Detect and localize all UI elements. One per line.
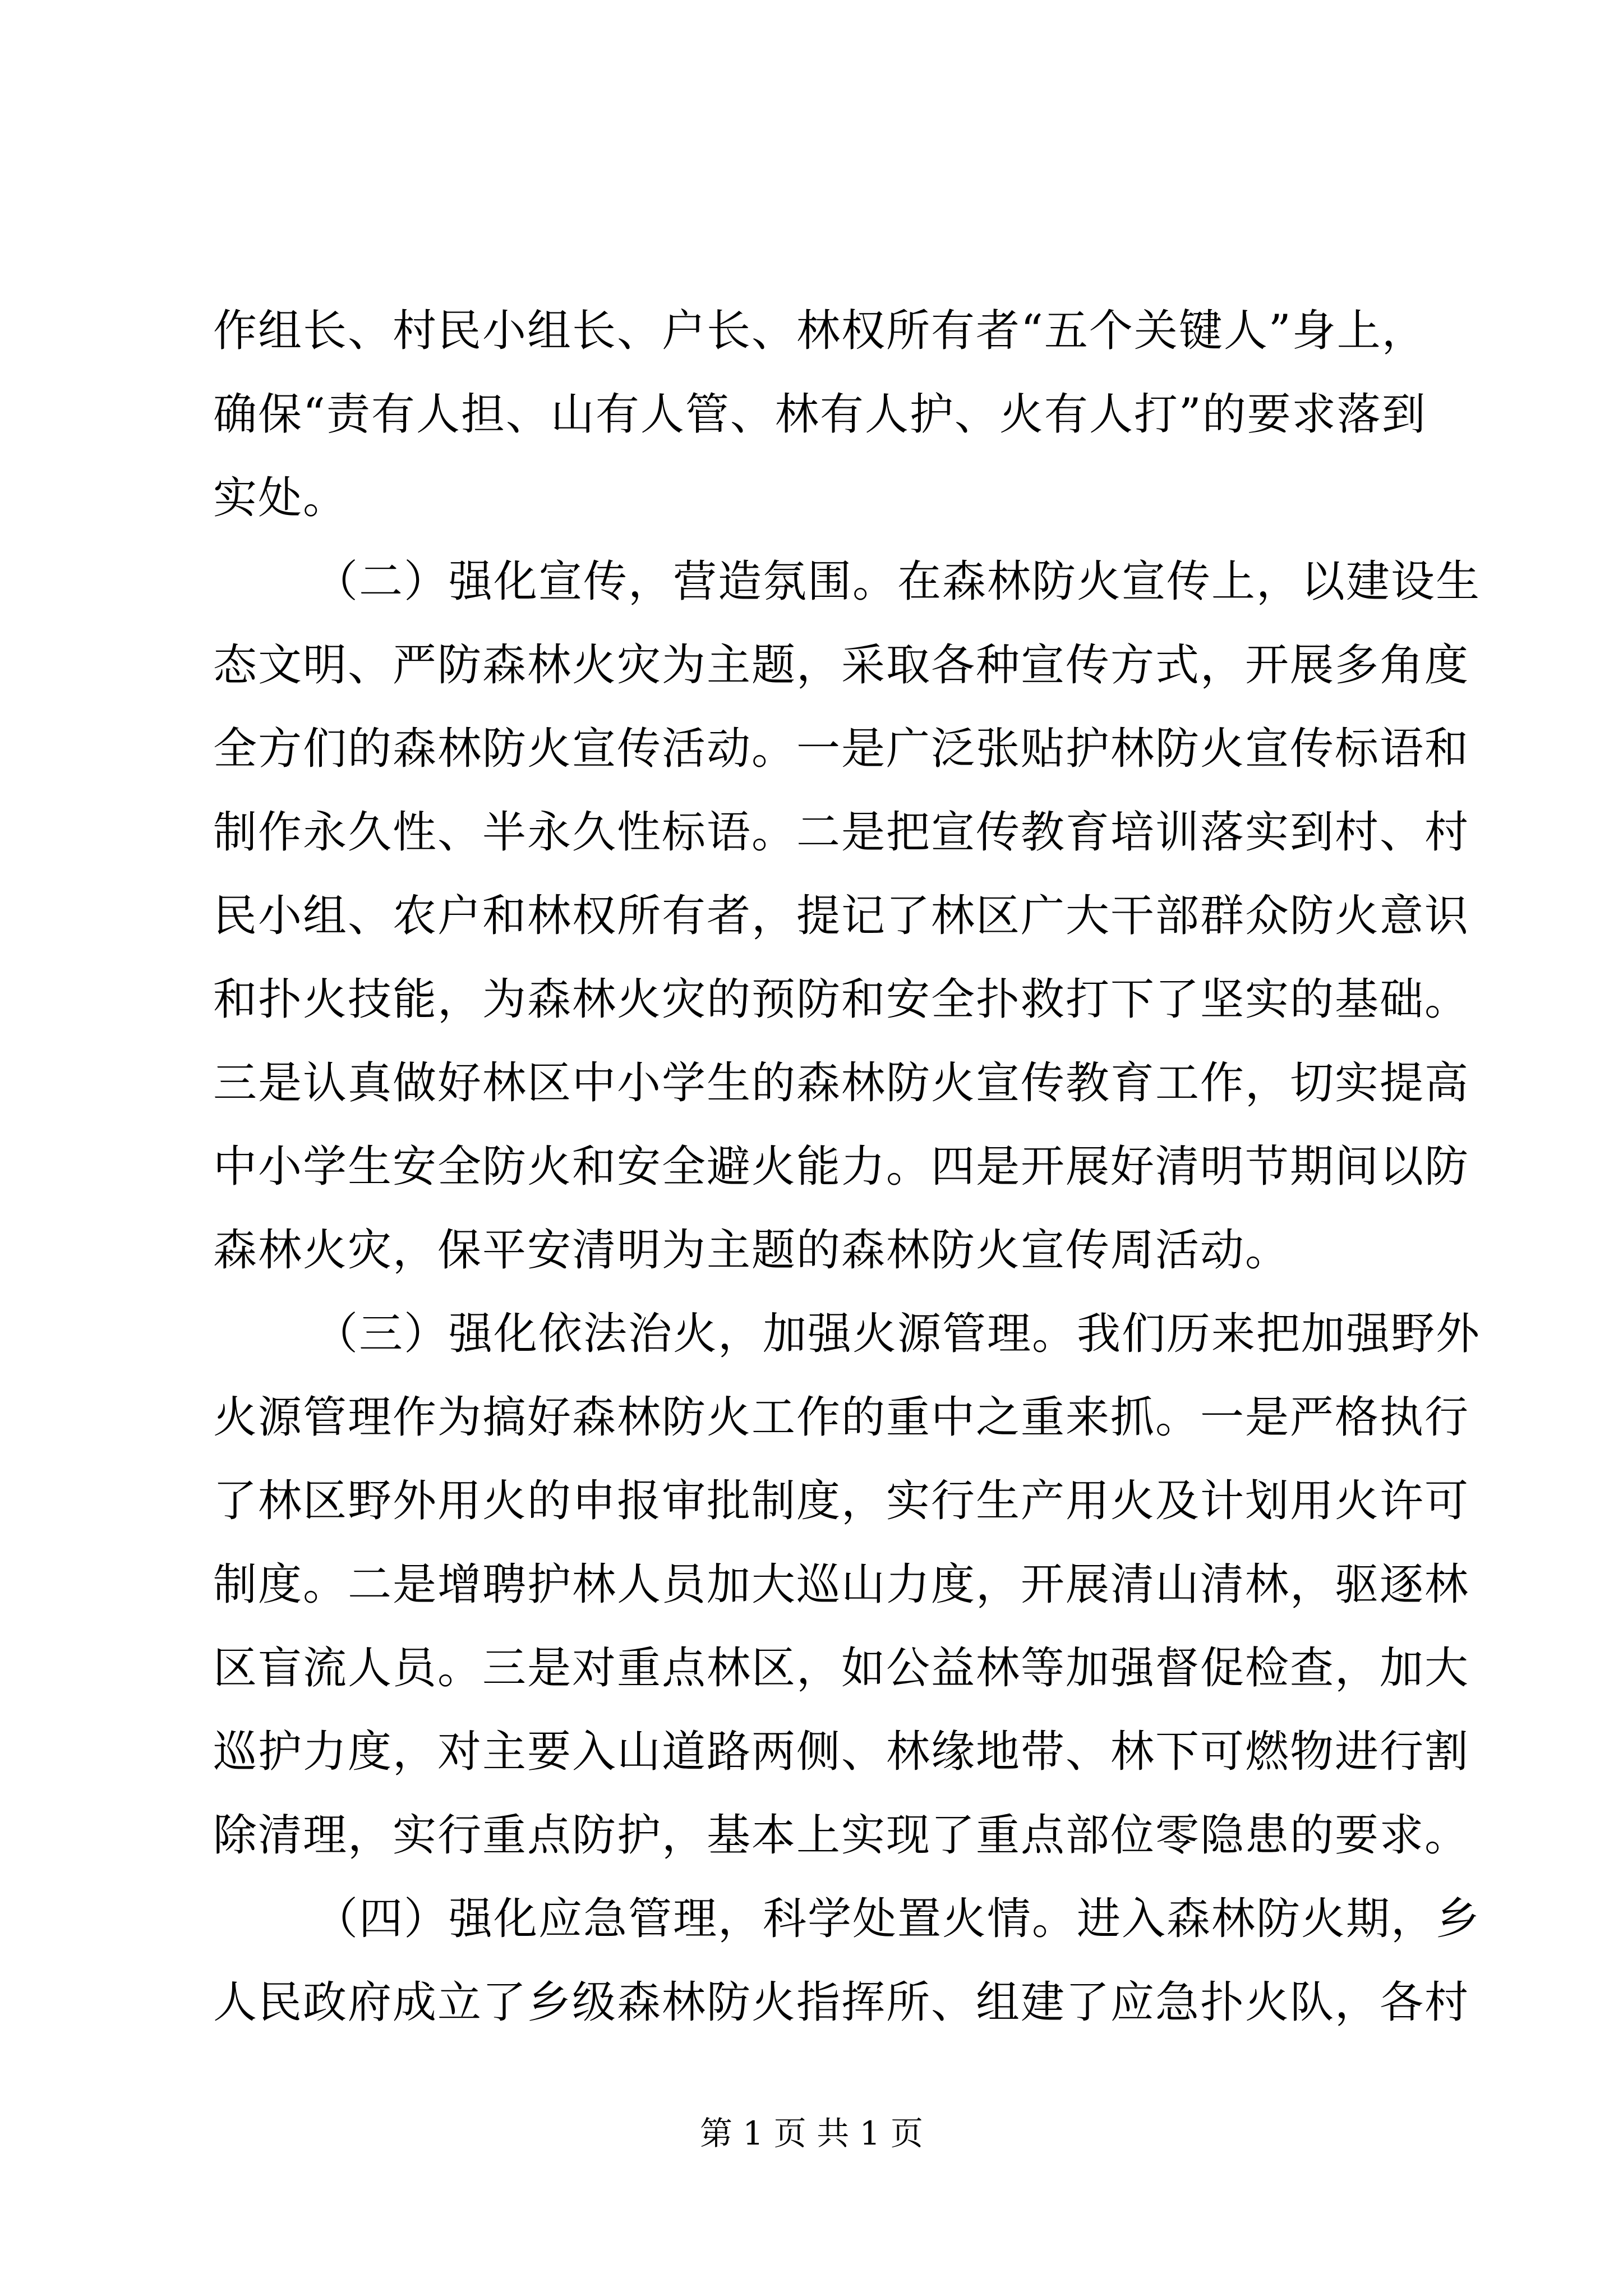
text-line-4: （二）强化宣传，营造氛围。在森林防火宣传上，以建设生: [314, 556, 1481, 607]
text-line-21: 人民政府成立了乡级森林防火指挥所、组建了应急扑火队，各村: [213, 1977, 1470, 2028]
text-line-7: 制作永久性、半永久性标语。二是把宣传教育培训落实到村、村: [213, 807, 1470, 858]
text-line-12: 森林火灾，保平安清明为主题的森林防火宣传周活动。: [213, 1225, 1290, 1276]
text-line-3: 实处。: [213, 473, 348, 523]
text-line-8: 民小组、农户和林权所有者，提记了林区广大干部群众防火意识: [213, 891, 1470, 941]
text-line-2: 确保“责有人担、山有人管、林有人护、火有人打”的要求落到: [213, 389, 1427, 440]
text-line-14: 火源管理作为搞好森林防火工作的重中之重来抓。一是严格执行: [213, 1392, 1470, 1443]
text-line-19: 除清理，实行重点防护，基本上实现了重点部位零隐患的要求。: [213, 1810, 1470, 1861]
text-line-13: （三）强化依法治火，加强火源管理。我们历来把加强野外: [314, 1309, 1481, 1359]
page-footer: 第 1 页 共 1 页: [700, 2114, 923, 2152]
text-line-20: （四）强化应急管理，科学处置火情。进入森林防火期，乡: [314, 1894, 1481, 1944]
text-line-16: 制度。二是增聘护林人员加大巡山力度，开展清山清林，驱逐林: [213, 1559, 1470, 1610]
text-line-15: 了林区野外用火的申报审批制度，实行生产用火及计划用火许可: [213, 1476, 1470, 1526]
text-line-10: 三是认真做好林区中小学生的森林防火宣传教育工作，切实提高: [213, 1058, 1470, 1108]
text-line-6: 全方们的森林防火宣传活动。一是广泛张贴护林防火宣传标语和: [213, 724, 1470, 774]
text-line-5: 态文明、严防森林火灾为主题，采取各种宣传方式，开展多角度: [213, 640, 1470, 691]
text-line-9: 和扑火技能，为森林火灾的预防和安全扑救打下了坚实的基础。: [213, 974, 1470, 1025]
text-line-17: 区盲流人员。三是对重点林区，如公益林等加强督促检查，加大: [213, 1643, 1470, 1694]
text-line-11: 中小学生安全防火和安全避火能力。四是开展好清明节期间以防: [213, 1142, 1470, 1192]
text-line-1: 作组长、村民小组长、户长、林权所有者“五个关键人”身上，: [213, 306, 1427, 356]
text-line-18: 巡护力度，对主要入山道路两侧、林缘地带、林下可燃物进行割: [213, 1727, 1470, 1777]
